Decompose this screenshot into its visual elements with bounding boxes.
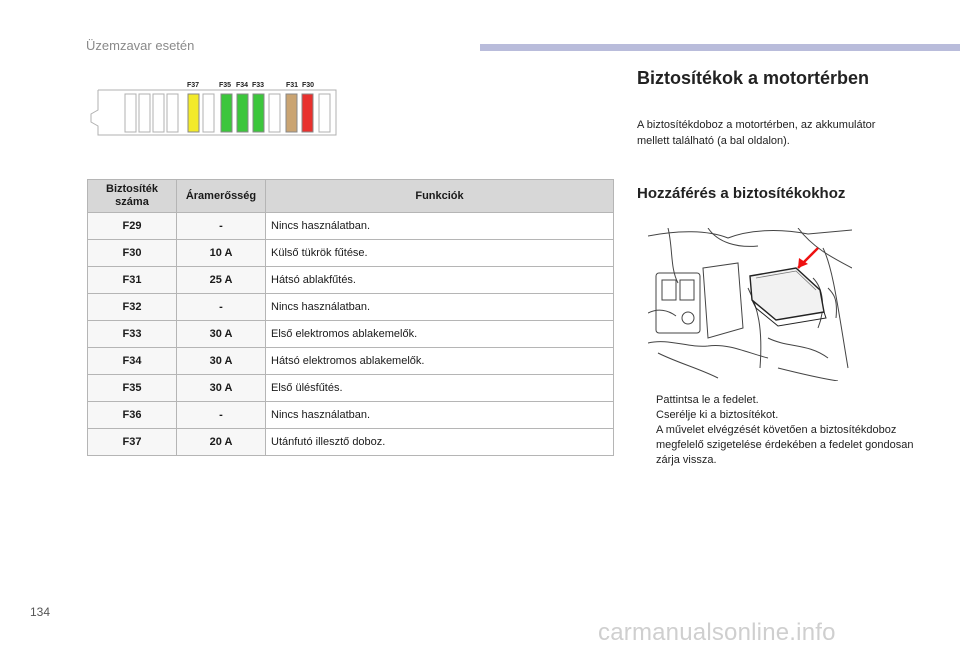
fuse-table: [87, 179, 614, 456]
fuse-box-diagram: [88, 78, 338, 140]
table-row: F37 20 A Utánfutó illesztő doboz.: [88, 429, 614, 456]
table-row: F32 - Nincs használatban.: [88, 294, 614, 321]
fuse-F35: [221, 94, 232, 132]
list-item: Cserélje ki a biztosítékot.: [656, 409, 779, 421]
list-item: A művelet elvégzését követően a biztosítékdoboz megfelelő szigetelése érdekében a fedelet gondosan zárja vissza.: [656, 424, 914, 466]
fuse-label-F31: F31: [286, 82, 299, 89]
fuse-label-F37: F37: [187, 82, 200, 89]
table-row: F36 - Nincs használatban.: [88, 402, 614, 429]
col-header-functions: Funkciók: [266, 180, 614, 213]
section-title: Biztosítékok a motortérben: [637, 68, 870, 88]
table-row: F29 - Nincs használatban.: [88, 213, 614, 240]
subsection-title: Hozzáférés a biztosítékokhoz: [637, 185, 846, 202]
table-row: F30 10 A Külső tükrök fűtése.: [88, 240, 614, 267]
intro-paragraph: A biztosítékdoboz a motortérben, az akkumulátor mellett található (a bal oldalon).: [637, 119, 876, 147]
steps-list: [637, 393, 927, 468]
fuse-F33: [253, 94, 264, 132]
fuse-F30: [302, 94, 313, 132]
col-header-fuse: Biztosíték száma: [88, 180, 177, 213]
col-header-amp: Áramerősség: [177, 180, 266, 213]
engine-bay-illustration: [648, 228, 852, 381]
header-bar: [480, 44, 960, 51]
fuse-label-F35: F35: [219, 82, 232, 89]
fuse-label-F34: F34: [236, 82, 249, 89]
table-row: F34 30 A Hátsó elektromos ablakemelők.: [88, 348, 614, 375]
fuse-label-F30: F30: [302, 82, 315, 89]
table-row: F35 30 A Első ülésfűtés.: [88, 375, 614, 402]
page-number: 134: [30, 605, 51, 619]
table-row: F31 25 A Hátsó ablakfűtés.: [88, 267, 614, 294]
fuse-F37: [188, 94, 199, 132]
fuse-F34: [237, 94, 248, 132]
fuse-F31: [286, 94, 297, 132]
fuse-label-F33: F33: [252, 82, 265, 89]
section-header: Üzemzavar esetén: [86, 38, 195, 53]
table-row: F33 30 A Első elektromos ablakemelők.: [88, 321, 614, 348]
watermark[interactable]: carmanualsonline.info: [598, 619, 836, 646]
list-item: Pattintsa le a fedelet.: [656, 394, 759, 406]
